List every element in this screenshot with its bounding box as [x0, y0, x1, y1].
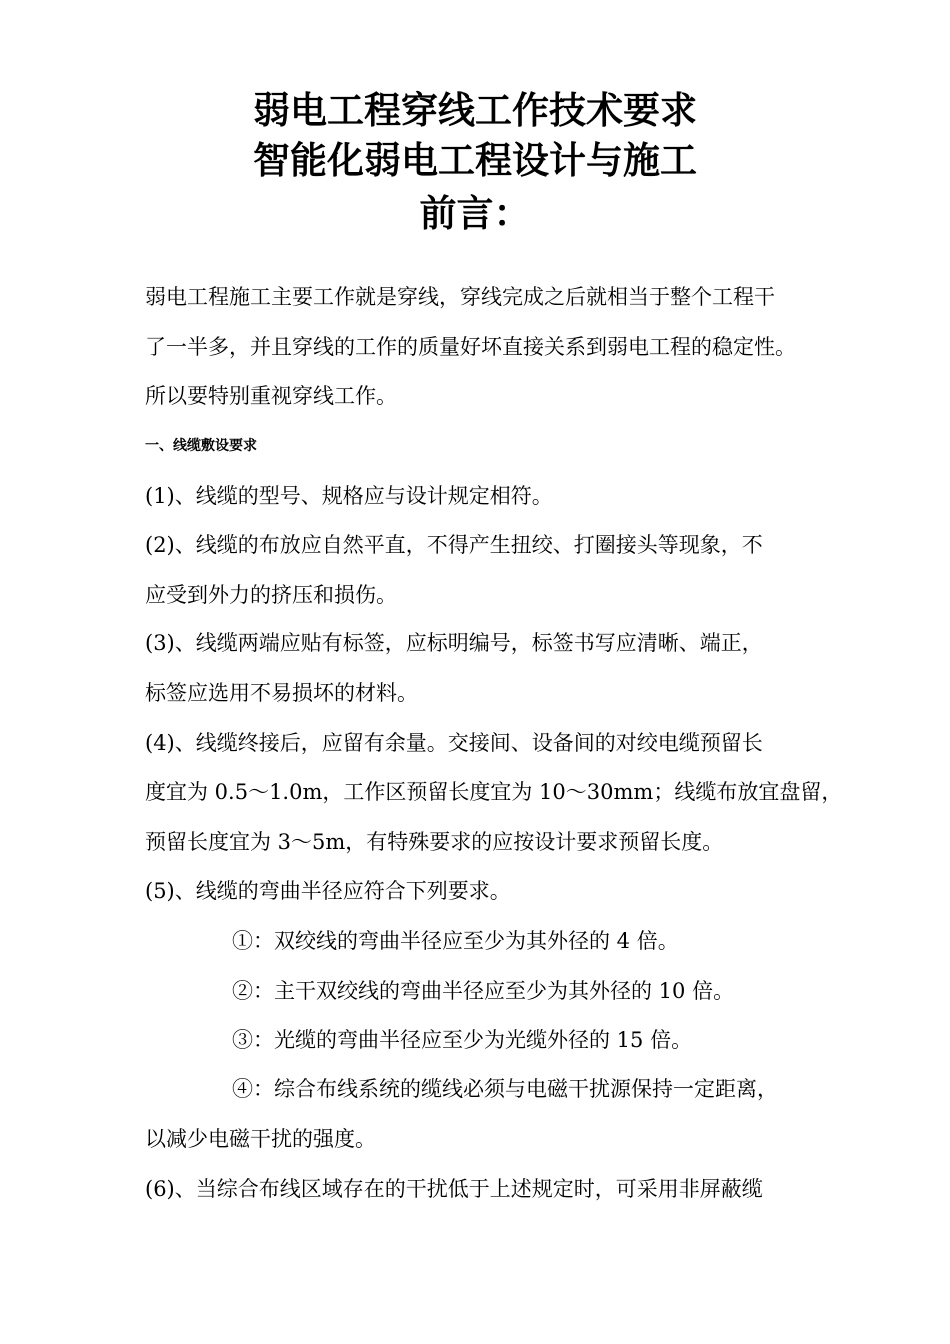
list-item-6: (6)、当综合布线区域存在的干扰低于上述规定时，可采用非屏蔽缆	[145, 1177, 763, 1201]
preface-heading: 前言：	[419, 192, 531, 235]
preface-text-line: 弱电工程施工主要工作就是穿线，穿线完成之后就相当于整个工程干	[145, 285, 775, 309]
list-item-4-line: 度宜为 0.5～1.0m，工作区预留长度宜为 10～30mm；线缆布放宜盘留，	[145, 780, 843, 804]
sub-item-4-line: 以减少电磁干扰的强度。	[145, 1127, 376, 1151]
document-subtitle: 智能化弱电工程设计与施工	[253, 139, 697, 182]
list-item-2-line: (2)、线缆的布放应自然平直，不得产生扭绞、打圈接头等现象，不	[145, 533, 763, 557]
list-item-5: (5)、线缆的弯曲半径应符合下列要求。	[145, 879, 511, 903]
sub-item-2: ②：主干双绞线的弯曲半径应至少为其外径的 10 倍。	[232, 979, 735, 1003]
list-item-4-line: 预留长度宜为 3～5m，有特殊要求的应按设计要求预留长度。	[145, 830, 724, 854]
section-heading: 一、线缆敷设要求	[145, 438, 257, 454]
list-item-3-line: (3)、线缆两端应贴有标签，应标明编号，标签书写应清晰、端正，	[145, 631, 763, 655]
sub-item-3: ③：光缆的弯曲半径应至少为光缆外径的 15 倍。	[232, 1028, 693, 1052]
list-item-3-line: 标签应选用不易损坏的材料。	[145, 681, 418, 705]
list-item-1: (1)、线缆的型号、规格应与设计规定相符。	[145, 484, 553, 508]
preface-text-line: 所以要特别重视穿线工作。	[145, 384, 397, 408]
document-title: 弱电工程穿线工作技术要求	[253, 89, 697, 132]
sub-item-4-line: ④：综合布线系统的缆线必须与电磁干扰源保持一定距离，	[232, 1077, 778, 1101]
sub-item-1: ①：双绞线的弯曲半径应至少为其外径的 4 倍。	[232, 929, 679, 953]
preface-text-line: 了一半多，并且穿线的工作的质量好坏直接关系到弱电工程的稳定性。	[145, 335, 796, 359]
list-item-2-line: 应受到外力的挤压和损伤。	[145, 583, 397, 607]
list-item-4-line: (4)、线缆终接后，应留有余量。交接间、设备间的对绞电缆预留长	[145, 731, 763, 755]
